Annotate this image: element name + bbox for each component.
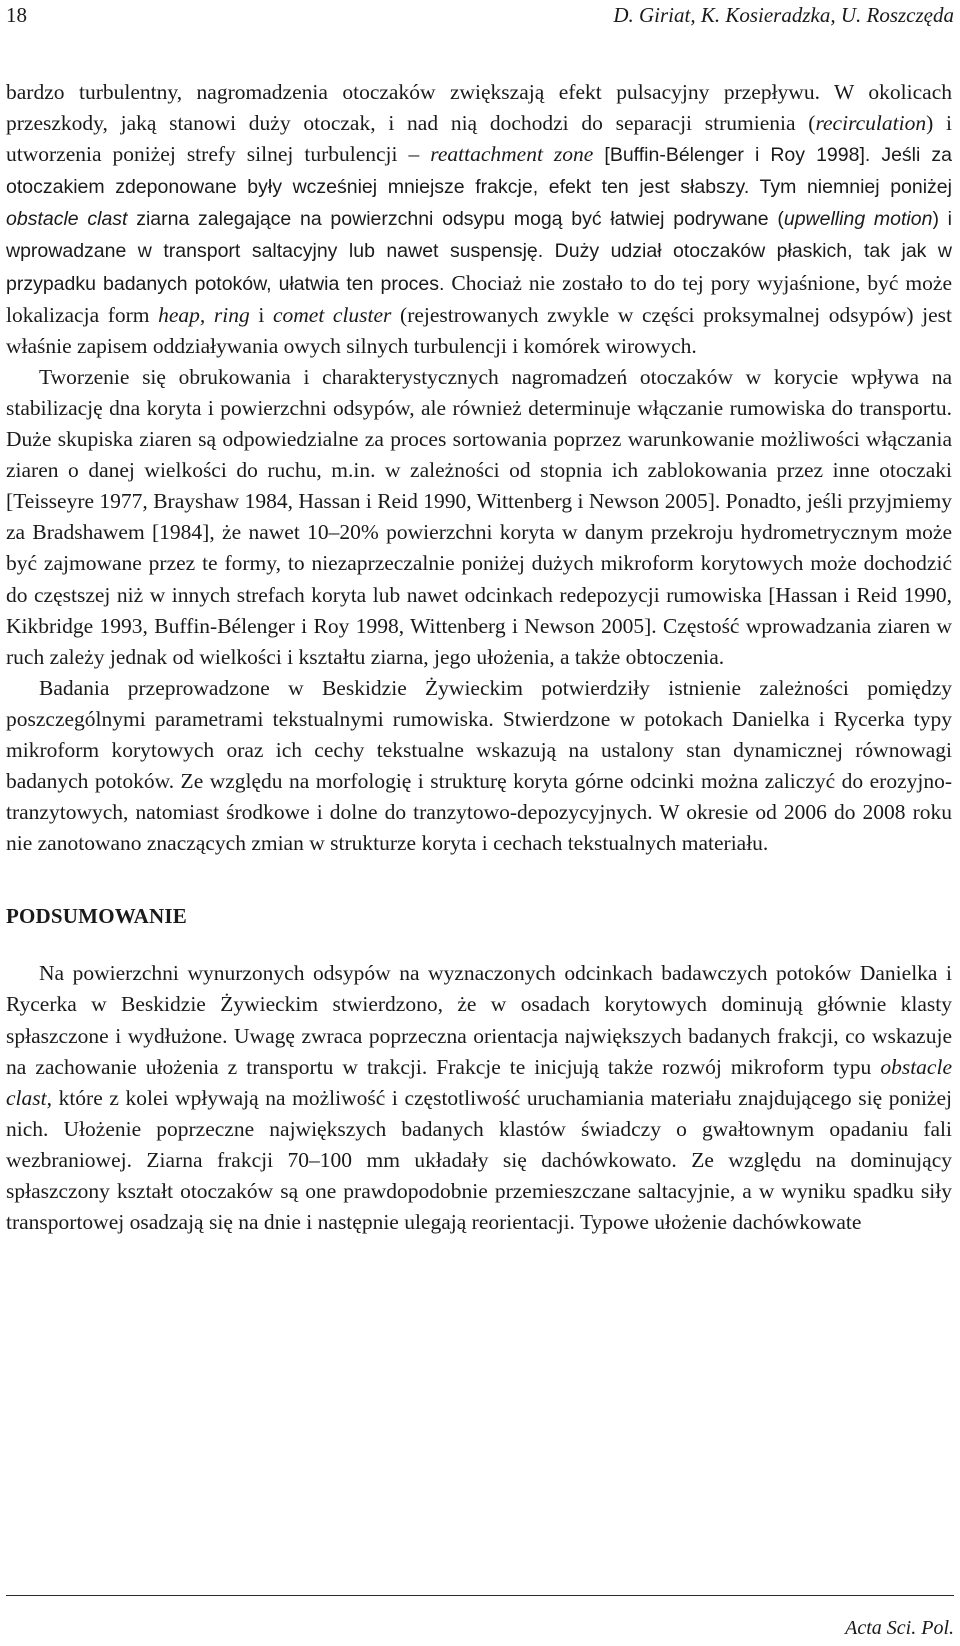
text-run: ziarna zalegające na powierzchni odsypu mogą być łatwiej podrywane ( xyxy=(127,208,784,231)
italic-term: recirculation xyxy=(815,111,927,136)
italic-term: comet cluster xyxy=(272,302,392,327)
italic-term: reattachment zone xyxy=(430,142,594,167)
italic-term: heap, ring xyxy=(158,302,250,327)
text-run: [Buffin-Bélenger i Roy 1998]. Jeśli za otoczakiem zdeponowane były wcześniej mniejsze frakcje, efekt ten jest słabszy. Tym niemniej poniżej xyxy=(6,144,952,199)
text-run: Na powierzchni wynurzonych odsypów na wyznaczonych odcinkach badawczych potoków Danielka i Rycerka w Beskidzie Żywieckim stwierdzono, że w osadach korytowych dominują głównie klasty spłaszczone i wydłużone. Uwagę zwraca poprzeczna orientacja największych badanych frakcji, co wskazuje na zachowanie ułożenia z transportu w trakcji. Frakcje te inicjują także rozwój mikroform typu xyxy=(6,961,952,1079)
text-run: bardzo turbulentny, nagromadzenia otoczaków zwiększają efekt pulsacyjny przepływu. W okolicach przeszkody, jaką stanowi duży otoczak, i nad nią dochodzi do separacji strumienia ( xyxy=(6,80,952,136)
text-run: i xyxy=(249,302,273,327)
text-run: Chociaż nie zostało to do tej pory wyjaśnione, być może lokalizacja form xyxy=(6,270,952,327)
italic-term: obstacle clast xyxy=(6,208,128,231)
text-run: ) i wprowadzane w transport saltacyjny lub nawet suspensję. Duży udział otoczaków płaskich, tak jak w przypadku badanych potoków, ułatwia ten proces. xyxy=(6,208,952,295)
paragraph xyxy=(6,958,952,1238)
running-head-authors: D. Giriat, K. Kosieradzka, U. Roszczęda xyxy=(613,3,954,27)
journal-name: Acta Sci. Pol. xyxy=(845,1617,954,1639)
text-run: (rejestrowanych zwykle w części proksymalnej odsypów) jest właśnie zapisem oddziaływania owych silnych turbulencji i komórek wirowych. xyxy=(6,302,952,358)
italic-term: obstacle clast xyxy=(6,1054,952,1110)
footer-divider xyxy=(6,1595,954,1596)
paragraph-continued xyxy=(6,77,952,362)
paragraph: Tworzenie się obrukowania i charakterystycznych nagromadzeń otoczaków w korycie wpływa na stabilizację dna koryta i powierzchni odsypów, ale również determinuje włączanie rumowiska do transportu. Duże skupiska ziaren są odpowiedzialne za proces sortowania poprzez warunkowanie możliwości włączania ziaren o danej wielkości do ruchu, m.in. w zależności od stopnia ich zablokowania przez inne otoczaki [Teisseyre 1977, Brayshaw 1984, Hassan i Reid 1990, Wittenberg i Newson 2005]. Ponadto, jeśli przyjmiemy za Bradshawem [1984], że nawet 10–20% powierzchni koryta w danym przekroju hydrometrycznym może być zajmowane przez te formy, to niezaprzeczalnie poniżej dużych mikroform korytowych może dochodzić do częstszej niż w innych strefach koryta lub nawet odcinkach redepozycji rumowiska [Hassan i Reid 1990, Kikbridge 1993, Buffin-Bélenger i Roy 1998, Wittenberg i Newson 2005]. Częstość wprowadzania ziaren w ruch zależy jednak od wielkości i kształtu ziarna, jego ułożenia, a także obtoczenia. xyxy=(6,364,952,669)
body-text xyxy=(6,77,952,1238)
section-heading: PODSUMOWANIE xyxy=(6,904,187,929)
text-run: ) i utworzenia poniżej strefy silnej turbulencji – xyxy=(6,111,952,167)
page-header xyxy=(6,0,954,34)
text-run: , które z kolei wpływają na możliwość i częstotliwość uruchamiania materiału znajdującego się poniżej nich. Ułożenie poprzeczne największych badanych klastów świadczy o gwałtownym opadaniu fali wezbraniowej. Ziarna frakcji 70–100 mm układały się dachówkowato. Ze względu na dominujący spłaszczony kształt otoczaków są one prawdopodobnie przemieszczane saltacyjnie, a w wyniku spadku siły transportowej osadzają się na dnie i następnie ulegają reorientacji. Typowe ułożenie dachówkowate xyxy=(6,1085,952,1235)
page-number: 18 xyxy=(6,3,27,27)
italic-term: upwelling motion xyxy=(783,208,933,231)
paragraph: Badania przeprowadzone w Beskidzie Żywieckim potwierdziły istnienie zależności pomiędzy poszczególnymi parametrami tekstualnymi rumowiska. Stwierdzone w potokach Danielka i Rycerka typy mikroform korytowych oraz ich cechy tekstualne wskazują na ustalony stan dynamicznej równowagi badanych potoków. Ze względu na morfologię i strukturę koryta górne odcinki można zaliczyć do erozyjno-tranzytowych, natomiast środkowe i dolne do tranzytowo-depozycyjnych. W okresie od 2006 do 2008 roku nie zanotowano znaczących zmian w strukturze koryta i cechach tekstualnych materiału. xyxy=(6,675,952,856)
